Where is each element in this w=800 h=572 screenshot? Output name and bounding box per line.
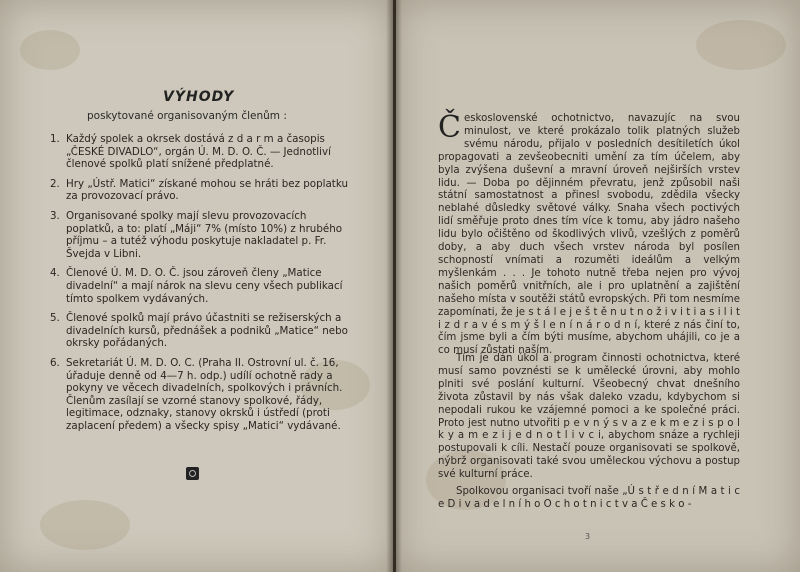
paper-stain <box>696 20 786 70</box>
list-item <box>50 133 350 171</box>
drop-cap: Č <box>438 110 461 145</box>
item-text: Sekretariát Ú. M. D. O. C. (Praha II. Ostrovní ul. č. 16, úřaduje denně od 4—7 h. odp.) udílí ochotně rady a pokyny ve věcech divadelních, spolkových i právních. Členům zasílají se vzorné stanovy spolkové, řády, legitimace, odznaky, stanovy okrsků i ústředí (proti zaplacení předem) a všecky spisy „Matici“ vydávané. <box>66 356 343 432</box>
item-text: Každý spolek a okrsek dostává z d a r m a časopis „ČESKÉ DIVADLO“, orgán Ú. M. D. O. Č. — Jednotliví členové spolků platí snížené předplatné. <box>66 133 331 171</box>
paper-stain <box>20 30 80 70</box>
left-page <box>0 0 393 572</box>
item-number: 5. <box>50 312 60 325</box>
benefits-list <box>50 133 350 439</box>
item-number: 2. <box>50 177 60 190</box>
list-item <box>50 312 350 350</box>
ornament-icon <box>186 467 199 480</box>
item-number: 3. <box>50 209 60 222</box>
page-subtitle: poskytované organisovaným členům : <box>87 110 287 122</box>
body-paragraph: Spolkovou organisaci tvoří naše „Ú s t ř e d n í M a t i c e D i v a d e l n í h o O c h o t n i c t v a Č e s k o - <box>438 486 740 510</box>
item-text: Členové spolků mají právo účastniti se režiserských a divadelních kursů, přednášek a podniků „Matice“ nebo okrsky pořádaných. <box>66 312 348 350</box>
paragraph-text: eskoslovenské ochotnictvo, navazujíc na svou minulost, ve které prokázalo tolik platných služeb svému národu, přijalo v posledních desítiletích úkol propagovati a zevšeobecniti umění za tím účelem, aby byla zvýšena duševní a mravní úroveň nejširších vrstev lidu. — Doba po dějinném převratu, jenž způsobil naši státní samostatnost a přinesl svobodu, zdědila všecky neblahé důsledky světové války. Snaha všech poctivých lidí směřuje proto dnes tím více k tomu, aby jádro našeho lidu bylo očištěno od škodlivých vlivů, vzešlých z poměrů doby, a aby duch všech vrstev národa byl posílen schopností vnímati a rozuměti ideálům a velkým myšlenkám . . . Je tohoto nutně třeba nejen pro vývoj našich poměrů vnitřních, ale i pro uplatnění a zajištění našeho místa v soutěži států evropských. Při tom nesmíme zapomínati, že je s t á l e j e š t ě n u t n o ž i v i t i a s i l i t i z d r a v é s m ý š l e n í n á r o d n í, které z nás činí to, čím jsme byli a čím býti musíme, abychom uhájili, co je a co musí zůstati naším. <box>438 113 740 357</box>
list-item <box>50 178 350 203</box>
body-paragraph: Tím je dán úkol a program činnosti ochotnictva, které musí samo povznésti se k umělecké úrovni, aby mohlo plniti své poslání kulturní. Všeobecný chvat dnešního života zůstavil by nás však daleko vzadu, kdybychom si nepodali rukou ke vzájemné pomoci a ke společné práci. Proto jest nutno utvořiti p e v n ý s v a z e k m e z i s p o l k y a m e z i j e d n o t l i v c i, abychom snáze a rychleji postupovali k cíli. Nestačí pouze organisovati se spolkově, nýbrž organisovati také svou uměleckou výchovu a postup své kulturní práce. <box>438 353 740 481</box>
item-text: Hry „Ústř. Matici“ získané mohou se hráti bez poplatku za provozovací právo. <box>66 177 348 203</box>
page-title: VÝHODY <box>163 89 235 105</box>
item-number: 1. <box>50 133 60 145</box>
item-text: Organisované spolky mají slevu provozovacích poplatků, a to: platí „Máji“ 7% (místo 10%) z hrubého příjmu – a tutéž výhodu poskytuje nakladatel p. Fr. Švejda v Libni. <box>66 209 343 260</box>
item-number: 6. <box>50 356 60 369</box>
item-number: 4. <box>50 267 60 280</box>
list-item <box>50 267 350 305</box>
item-text: Členové Ú. M. D. O. Č. jsou zároveň členy „Matice divadelní“ a mají nárok na slevu ceny všech publikací tímto spolkem vydávaných. <box>66 267 343 305</box>
body-paragraph <box>438 110 740 358</box>
list-item <box>50 357 350 433</box>
list-item <box>50 210 350 260</box>
paper-stain <box>40 500 130 550</box>
page-number: 3 <box>585 532 591 541</box>
book-gutter <box>386 0 402 572</box>
